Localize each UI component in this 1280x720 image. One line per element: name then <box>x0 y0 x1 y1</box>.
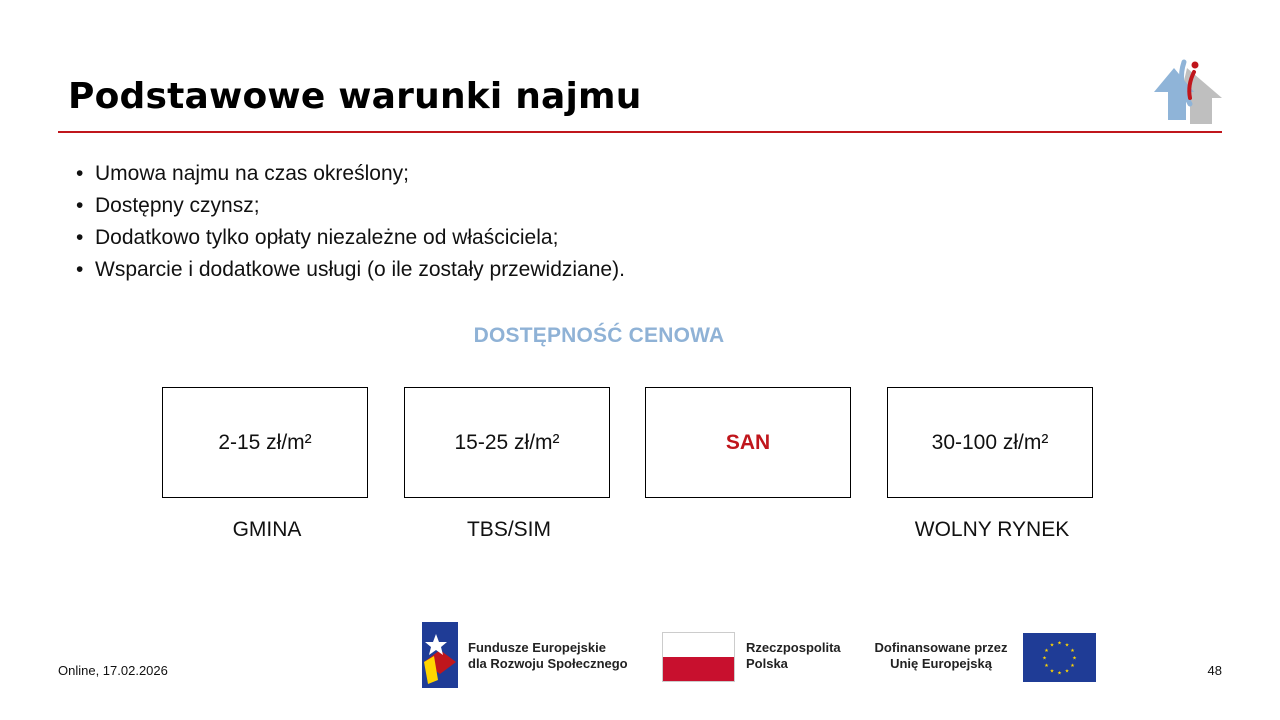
slide-title: Podstawowe warunki najmu <box>68 76 642 117</box>
eu-logo-text: Dofinansowane przez Unię Europejską <box>874 640 1008 671</box>
eu-star-icon: ★ <box>1070 663 1075 669</box>
footer-date: Online, 17.02.2026 <box>58 663 168 678</box>
list-item: • Umowa najmu na czas określony; <box>76 162 409 185</box>
eu-star-icon: ★ <box>1049 642 1055 649</box>
price-box-gmina: 2-15 zł/m² <box>162 387 368 498</box>
eu-star-icon: ★ <box>1057 640 1062 647</box>
eu-star-icon: ★ <box>1044 663 1049 669</box>
list-item: • Wsparcie i dodatkowe usługi (o ile zostały przewidziane). <box>76 258 625 281</box>
box-caption: GMINA <box>232 518 302 541</box>
price-box-market: 30-100 zł/m² <box>887 387 1093 498</box>
list-item: • Dostępny czynsz; <box>76 194 260 217</box>
title-underline <box>58 131 1222 133</box>
fe-logo-text: Fundusze Europejskie dla Rozwoju Społecznego <box>468 640 628 671</box>
eu-star-icon: ★ <box>1042 655 1047 662</box>
house-people-logo <box>1150 58 1224 128</box>
price-box-san: SAN <box>645 387 851 498</box>
eu-star-icon: ★ <box>1064 668 1070 675</box>
eu-star-icon: ★ <box>1070 648 1075 654</box>
fundusze-europejskie-logo <box>422 622 458 688</box>
section-title: DOSTĘPNOŚĆ CENOWA <box>473 324 725 347</box>
pl-logo-text: Rzeczpospolita Polska <box>746 640 841 671</box>
eu-flag <box>1023 633 1096 682</box>
box-caption: WOLNY RYNEK <box>914 518 1070 541</box>
eu-star-icon: ★ <box>1049 668 1055 675</box>
poland-flag <box>662 632 735 682</box>
bullet-list <box>76 158 625 286</box>
box-caption: TBS/SIM <box>466 518 551 541</box>
eu-star-icon: ★ <box>1064 642 1070 649</box>
eu-star-icon: ★ <box>1072 655 1077 662</box>
eu-star-icon: ★ <box>1057 670 1062 677</box>
page-number: 48 <box>1207 663 1222 678</box>
price-box-tbs: 15-25 zł/m² <box>404 387 610 498</box>
eu-star-icon: ★ <box>1044 648 1049 654</box>
list-item: • Dodatkowo tylko opłaty niezależne od właściciela; <box>76 226 559 249</box>
